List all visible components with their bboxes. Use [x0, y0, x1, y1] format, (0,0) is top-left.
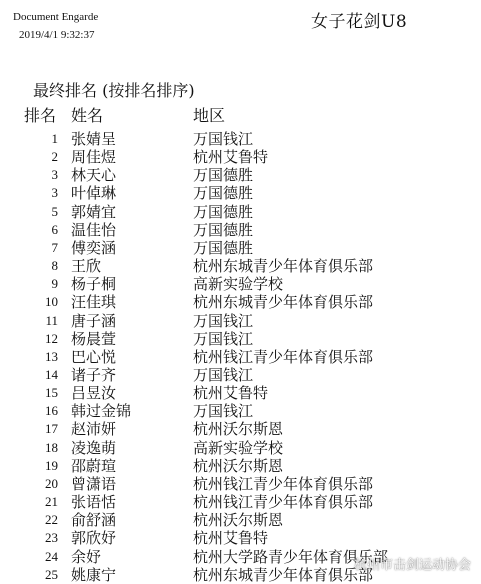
region-cell: 杭州钱江青少年体育俱乐部: [193, 493, 374, 511]
name-cell: 邵蔚瑄: [71, 456, 117, 475]
name-cell: 曾潇语: [71, 474, 117, 493]
name-cell: 郭婧宜: [71, 202, 117, 221]
name-cell: 王欣: [71, 257, 102, 275]
name-cell: 杨晨萱: [71, 329, 117, 348]
rank-cell: 3: [51, 185, 58, 201]
column-header-rank: 排名: [24, 106, 57, 125]
rank-cell: 22: [45, 512, 58, 528]
table-row: [0, 529, 481, 547]
event-title: 女子花剑U8: [311, 12, 408, 32]
table-row: [0, 348, 481, 366]
name-cell: 俞舒涵: [71, 511, 117, 530]
table-row: [0, 402, 481, 420]
name-cell: 凌逸萌: [71, 438, 117, 457]
table-row: [0, 330, 481, 348]
rank-cell: 24: [45, 548, 58, 564]
name-cell: 诸子齐: [71, 365, 117, 384]
region-cell: 杭州艾鲁特: [193, 148, 269, 167]
region-cell: 万国德胜: [193, 184, 254, 203]
name-cell: 温佳怡: [71, 220, 117, 239]
region-cell: 杭州钱江青少年体育俱乐部: [193, 347, 374, 366]
region-cell: 杭州钱江青少年体育俱乐部: [193, 474, 374, 493]
table-row: [0, 493, 481, 511]
rank-cell: 16: [45, 403, 58, 419]
rank-cell: 10: [45, 294, 58, 310]
rank-cell: 7: [51, 239, 58, 255]
region-cell: 万国钱江: [193, 311, 254, 330]
rank-cell: 18: [45, 439, 58, 455]
table-row: [0, 475, 481, 493]
region-cell: 高新实验学校: [193, 438, 284, 457]
table-header-row: [0, 107, 481, 125]
region-cell: 杭州大学路青少年体育俱乐部: [193, 547, 389, 566]
region-cell: 杭州沃尔斯恩: [193, 456, 284, 475]
rank-cell: 14: [45, 366, 58, 382]
rank-cell: 11: [45, 312, 58, 328]
rank-cell: 21: [45, 494, 58, 509]
rank-cell: 8: [51, 258, 58, 273]
rank-cell: 3: [51, 167, 58, 183]
table-row: [0, 293, 481, 311]
table-row: [0, 203, 481, 221]
rank-cell: 25: [45, 566, 58, 582]
name-cell: 杨子桐: [71, 275, 117, 294]
rank-cell: 12: [45, 330, 58, 346]
region-cell: 杭州东城青少年体育俱乐部: [193, 257, 374, 275]
rank-cell: 5: [51, 203, 58, 219]
app-name: Document Engarde: [13, 11, 99, 23]
rank-cell: 23: [45, 530, 58, 546]
rank-cell: 2: [51, 149, 58, 165]
rank-cell: 1: [51, 131, 58, 146]
name-cell: 余妤: [71, 547, 102, 566]
region-cell: 万国钱江: [193, 329, 254, 348]
rank-cell: 15: [45, 385, 58, 401]
table-row: [0, 130, 481, 148]
table-row: [0, 511, 481, 529]
name-cell: 周佳煜: [71, 148, 117, 167]
name-cell: 唐子涵: [71, 311, 117, 330]
watermark: 杭州市击剑运动协会: [353, 558, 471, 573]
region-cell: 万国德胜: [193, 202, 254, 221]
region-cell: 杭州沃尔斯恩: [193, 511, 284, 530]
name-cell: 汪佳琪: [71, 293, 117, 312]
section-heading: 最终排名 (按排名排序): [33, 81, 195, 100]
rank-cell: 6: [51, 221, 58, 237]
region-cell: 万国钱江: [193, 130, 254, 148]
name-cell: 姚康宁: [71, 565, 117, 584]
table-row: [0, 275, 481, 293]
table-row: [0, 439, 481, 457]
region-cell: 万国德胜: [193, 238, 254, 257]
table-row: [0, 239, 481, 257]
name-cell: 赵沛妍: [71, 420, 117, 439]
table-row: [0, 312, 481, 330]
region-cell: 杭州艾鲁特: [193, 384, 269, 403]
region-cell: 万国钱江: [193, 402, 254, 421]
name-cell: 吕昱汝: [71, 384, 117, 403]
rank-cell: 20: [45, 475, 58, 491]
name-cell: 张语恬: [71, 493, 117, 511]
region-cell: 杭州东城青少年体育俱乐部: [193, 293, 374, 312]
table-row: [0, 184, 481, 202]
name-cell: 巴心悦: [71, 347, 117, 366]
table-row: [0, 384, 481, 402]
rank-cell: 17: [45, 421, 58, 437]
region-cell: 万国德胜: [193, 220, 254, 239]
table-row: [0, 420, 481, 438]
rank-cell: 19: [45, 457, 58, 473]
table-row: [0, 457, 481, 475]
name-cell: 林天心: [71, 166, 117, 185]
column-header-region: 地区: [193, 106, 226, 125]
name-cell: 张婧呈: [71, 130, 117, 148]
region-cell: 杭州沃尔斯恩: [193, 420, 284, 439]
table-row: [0, 221, 481, 239]
rank-cell: 9: [51, 276, 58, 292]
table-row: [0, 366, 481, 384]
region-cell: 杭州东城青少年体育俱乐部: [193, 565, 374, 584]
table-row: [0, 148, 481, 166]
region-cell: 高新实验学校: [193, 275, 284, 294]
region-cell: 万国德胜: [193, 166, 254, 185]
table-row: [0, 257, 481, 275]
rank-cell: 13: [45, 348, 58, 364]
name-cell: 傅奕涵: [71, 238, 117, 257]
column-header-name: 姓名: [71, 106, 104, 125]
name-cell: 韩过金锦: [71, 402, 132, 421]
region-cell: 万国钱江: [193, 365, 254, 384]
table-row: [0, 166, 481, 184]
region-cell: 杭州艾鲁特: [193, 529, 269, 548]
name-cell: 郭欣妤: [71, 529, 117, 548]
name-cell: 叶倬琳: [71, 184, 117, 203]
print-timestamp: 2019/4/1 9:32:37: [19, 29, 95, 41]
